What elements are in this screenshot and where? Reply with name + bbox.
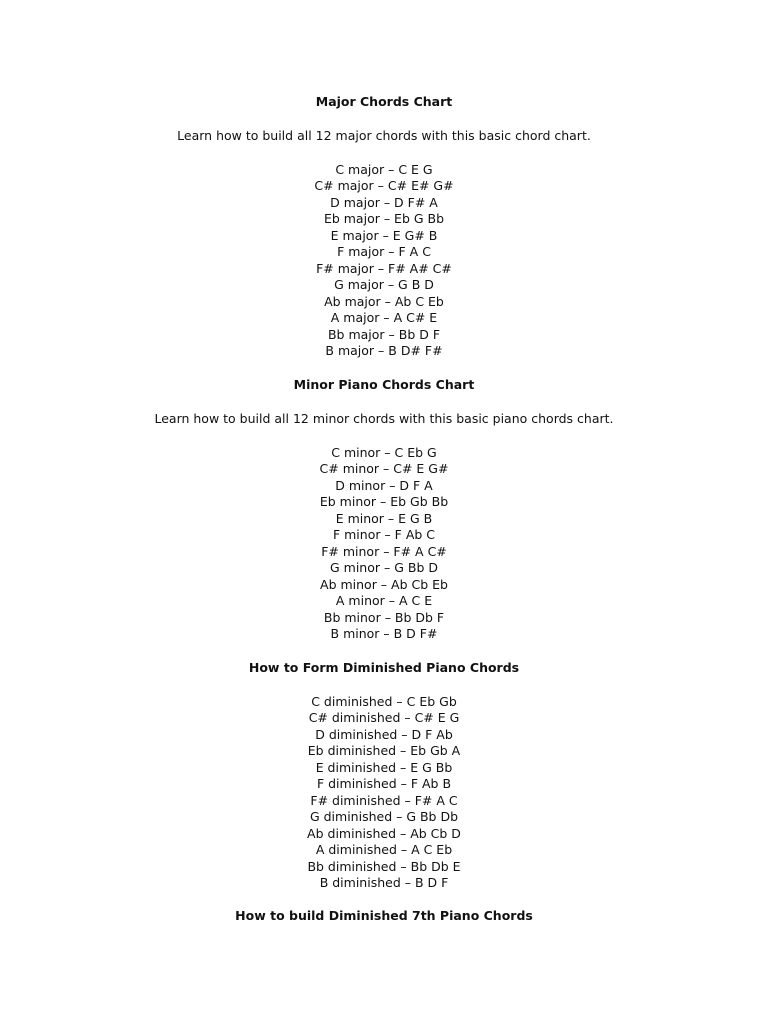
chord-item: B major – B D# F# bbox=[325, 342, 443, 358]
chord-item: G major – G B D bbox=[334, 277, 434, 293]
chord-item: E minor – E G B bbox=[335, 510, 433, 526]
minor-chords-section bbox=[0, 377, 768, 642]
minor-chords-intro: Learn how to build all 12 minor chords with this basic piano chords chart. bbox=[154, 411, 614, 426]
chord-item: C# minor – C# E G# bbox=[319, 461, 449, 477]
diminished-chord-list bbox=[0, 694, 768, 891]
diminished-chords-heading: How to Form Diminished Piano Chords bbox=[248, 660, 520, 675]
diminished-7th-heading: How to build Diminished 7th Piano Chords bbox=[235, 908, 533, 923]
chord-item: F# major – F# A# C# bbox=[316, 260, 452, 276]
chord-item: C# diminished – C# E G bbox=[308, 710, 460, 726]
chord-item: D minor – D F A bbox=[335, 477, 433, 493]
chord-item: E diminished – E G Bb bbox=[315, 759, 453, 775]
chord-item: F# minor – F# A C# bbox=[321, 543, 447, 559]
chord-item: Bb diminished – Bb Db E bbox=[307, 858, 461, 874]
chord-item: C minor – C Eb G bbox=[331, 445, 437, 460]
chord-item: A minor – A C E bbox=[335, 593, 433, 609]
chord-item: Ab minor – Ab Cb Eb bbox=[320, 576, 448, 592]
chord-item: G minor – G Bb D bbox=[330, 560, 438, 576]
minor-chords-heading: Minor Piano Chords Chart bbox=[293, 377, 475, 392]
chord-item: C major – C E G bbox=[335, 162, 433, 177]
chord-item: Eb major – Eb G Bb bbox=[323, 211, 445, 227]
major-chord-list bbox=[0, 162, 768, 359]
chord-item: E major – E G# B bbox=[330, 227, 438, 243]
major-chords-intro: Learn how to build all 12 major chords with this basic chord chart. bbox=[177, 128, 591, 143]
major-chords-heading: Major Chords Chart bbox=[315, 94, 453, 109]
chord-item: A major – A C# E bbox=[330, 310, 438, 326]
chord-item: F# diminished – F# A C bbox=[310, 792, 458, 808]
chord-item: Ab major – Ab C Eb bbox=[324, 293, 444, 309]
chord-item: F diminished – F Ab B bbox=[316, 776, 452, 792]
chord-item: C# major – C# E# G# bbox=[314, 178, 454, 194]
chord-item: Eb diminished – Eb Gb A bbox=[307, 743, 461, 759]
chord-item: F major – F A C bbox=[337, 244, 431, 260]
minor-chord-list bbox=[0, 445, 768, 642]
chord-item: Bb major – Bb D F bbox=[327, 326, 441, 342]
major-chords-section bbox=[0, 94, 768, 359]
chord-item: Bb minor – Bb Db F bbox=[323, 609, 445, 625]
chord-item: C diminished – C Eb Gb bbox=[311, 694, 457, 709]
chord-item: Eb minor – Eb Gb Bb bbox=[319, 494, 449, 510]
chord-item: Ab diminished – Ab Cb D bbox=[307, 825, 461, 841]
chord-item: B minor – B D F# bbox=[330, 625, 438, 641]
chord-item: D major – D F# A bbox=[330, 194, 438, 210]
chord-item: A diminished – A C Eb bbox=[315, 842, 453, 858]
diminished-7th-section bbox=[0, 908, 768, 924]
diminished-chords-section bbox=[0, 660, 768, 891]
chord-item: G diminished – G Bb Db bbox=[309, 809, 459, 825]
chord-item: F minor – F Ab C bbox=[332, 527, 436, 543]
chord-item: B diminished – B D F bbox=[319, 874, 449, 890]
chord-item: D diminished – D F Ab bbox=[315, 726, 453, 742]
